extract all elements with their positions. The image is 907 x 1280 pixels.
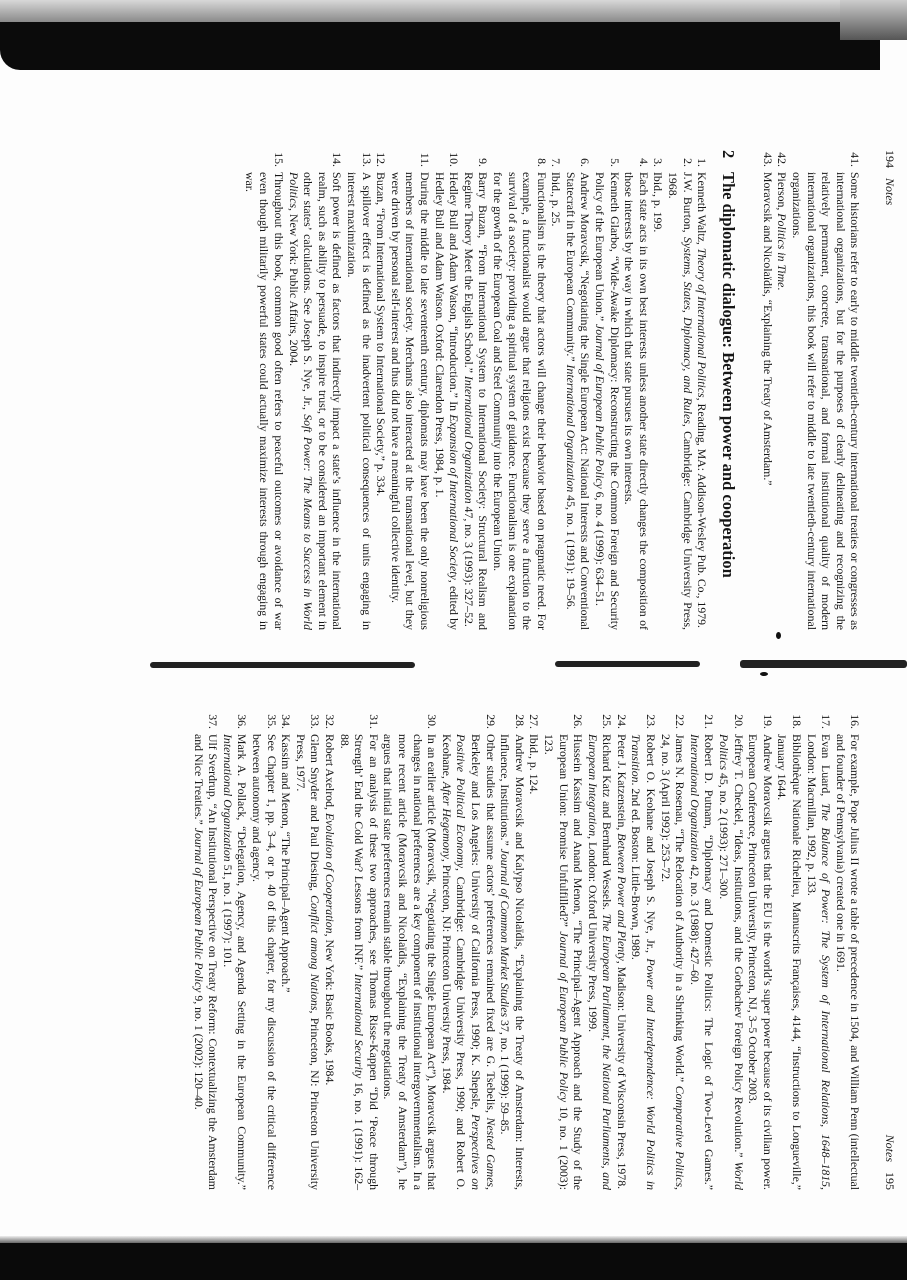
footnote <box>833 712 862 1190</box>
text-run: Andrew Moravcsik and Kalypso Nicolaïdis, “Explaining the Treaty of Amsterdam: Interests, Influence, Institutions.” <box>498 734 527 1190</box>
scan-edge-shadow <box>0 0 907 22</box>
footnote <box>549 150 564 630</box>
footnote-number: 23. <box>644 714 659 729</box>
footnote-text <box>549 172 564 630</box>
footnote <box>249 712 278 1190</box>
footnote-number: 36. <box>235 714 250 729</box>
footnote-text <box>614 734 629 1190</box>
header-label: Notes <box>883 178 897 206</box>
book-gutter-shadow <box>150 662 415 668</box>
text-run: Robert D. Putnam, “Diplomacy and Domestic Politics: The Logic of Two-Level Games.” <box>702 734 717 1190</box>
footnote <box>804 712 833 1190</box>
footnote <box>388 150 432 630</box>
text-run: During the middle to late seventeenth century, diplomats may have been the only nonreligious members of international society. Merchants also interacted at the transnational level, but they were driven by personal self-interest and thus did not have a meaningful collective identity. <box>388 172 432 630</box>
footnote-number: 21. <box>702 714 717 729</box>
footnote-text <box>490 172 548 630</box>
text-run: See Chapter 1, pp. 3–4, or p. 40 of this chapter, for my discussion of the critical difference between autonomy and agency. <box>250 734 279 1190</box>
footnote <box>563 150 592 630</box>
footnote-text <box>775 172 790 630</box>
footnote-text <box>432 172 461 630</box>
text-run: 6, no. 4 (1999): 634–51. <box>593 488 608 607</box>
footnote-text <box>191 734 220 1190</box>
footnote-text <box>374 172 389 630</box>
footnote-text <box>249 734 278 1190</box>
text-run: Barry Buzan, “From International System to International Society: Structural Realism and Regime Theory Meet the English School.” <box>461 172 491 630</box>
footnote <box>191 712 220 1190</box>
footnote <box>439 712 497 1190</box>
text-run: Andrew Moravcsik, “Negotiating the Single European Act: National Interests and Conventional Statecraft in the European Community.” <box>563 172 593 630</box>
text-run: , London: Oxford University Press, 1999. <box>585 836 600 1033</box>
footnote <box>279 712 294 1190</box>
italic-title: The European Parliament, the National Parliaments, and European Integration <box>585 734 615 1190</box>
scan-speck <box>760 672 768 676</box>
italic-title: International Organization <box>563 364 578 493</box>
text-run: Bibliothèque Nationale Richelieu, Manuscrits Françaises, 4144, “Instructions to Longueville,” January 1644. <box>775 734 805 1190</box>
italic-title: Soft Power: The Means to Success in World Politics <box>286 172 316 630</box>
text-run: Robert Axelrod, <box>323 734 338 813</box>
text-run: . 2nd ed. Boston: Little-Brown, 1989. <box>629 782 644 960</box>
text-run: Andrew Moravcsik argues that the EU is the world’s super power because of its civilian power. European Conference, Princeton University, Princeton, NJ, 3–5 October 2003. <box>746 734 775 1190</box>
footnote <box>498 712 527 1190</box>
text-run: In an earlier article (Moravcsik, “Negotiating the Single European Act”), Moravcsik argues that changes in national preferences are a key component of institutional intergovernmentalism. In a more recent article (Moravcsik and Nicolaïdis, “Explaining the Treaty of Amsterdam”), he argues that initial state preferences remain stable throughout the negotiations. <box>381 734 440 1190</box>
footnote-number: 7. <box>549 158 564 167</box>
footnote-text <box>242 172 286 630</box>
footnote-number: 41. <box>848 152 863 167</box>
footnote-text <box>585 734 614 1190</box>
footnote-text <box>439 734 497 1190</box>
text-run: 47, no. 3 (1993): 327–52. <box>461 503 476 627</box>
text-run: , New York: Basic Books, 1984. <box>323 933 338 1086</box>
text-run: Moravcsik and Nicolaïdis, “Explaining the Treaty of Amsterdam.” <box>760 172 775 486</box>
footnote-number: 4. <box>636 158 651 167</box>
footnote-text <box>337 734 381 1190</box>
footnote-number: 3. <box>651 158 666 167</box>
text-run: , London: Macmillan, 1992, p. 133. <box>804 734 834 1190</box>
footnote <box>322 712 337 1190</box>
text-run: James N. Rosenau, “The Relocation of Authority in a Shrinking World.” <box>673 734 688 1086</box>
text-run: 42, no. 3 (1988): 427–60. <box>687 861 702 985</box>
text-run: , Princeton, NJ: Princeton University Press, 1977. <box>293 734 323 1191</box>
footnote-text <box>651 172 666 630</box>
book-gutter-shadow <box>555 661 700 667</box>
footnote <box>242 150 286 630</box>
scan-black-border-top <box>0 22 880 70</box>
footnote-number: 1. <box>695 158 710 167</box>
footnote-number: 28. <box>512 714 527 729</box>
footnote-text <box>804 734 833 1190</box>
footnote-text <box>381 734 439 1190</box>
footnote <box>432 150 461 630</box>
chapter-number: 2 <box>719 150 739 159</box>
footnote <box>695 150 710 630</box>
page-number: 195 <box>883 1172 897 1190</box>
footnote-number: 25. <box>600 714 615 729</box>
italic-title: Journal of European Public Policy <box>556 931 571 1103</box>
footnote-text <box>629 734 658 1190</box>
text-run: , Madison: University of Wisconsin Press, 1978. <box>614 960 629 1190</box>
footnote-number: 16. <box>848 714 863 729</box>
footnote-number: 17. <box>819 714 834 729</box>
text-run: For example, Pope Julius II wrote a table of precedence in 1504, and William Penn (intellectual and founder of Pennsylvania) created one in 1691. <box>833 734 863 1190</box>
footnote-number: 33. <box>308 714 323 729</box>
footnote-number: 27. <box>527 714 542 729</box>
footnote-number: 24. <box>614 714 629 729</box>
text-run: Peter J. Katzenstein, <box>614 734 629 834</box>
notes-list-chapter-2 <box>242 150 709 630</box>
footnote-text <box>286 172 344 630</box>
footnote-number: 15. <box>272 152 287 167</box>
italic-title: Journal of European Public Policy <box>191 827 206 993</box>
footnote-text <box>775 734 804 1190</box>
text-run: Buzan, “From International System to International Society,” p. 334. <box>374 172 389 497</box>
text-run: Hedley Bull and Adam Watson, “Introduction.” In <box>447 172 462 415</box>
italic-title: Conflict among Nations <box>308 895 323 1011</box>
footnote-number: 2. <box>680 158 695 167</box>
footnote-number: 35. <box>264 714 279 729</box>
italic-title: International Security <box>352 973 367 1079</box>
italic-title: Theory of International Politics <box>695 247 710 398</box>
footnote-text <box>344 172 373 630</box>
footnote-number: 18. <box>790 714 805 729</box>
text-run: , New York: Public Affairs, 2004. <box>286 208 301 367</box>
text-run: Pierson, <box>775 172 790 214</box>
footnote <box>541 712 585 1190</box>
text-run: Functionalism is the theory that actors will change their behavior based on pragmatic need. For example, a functionalist would argue that religions exist because they serve a function to the survival of a society: providing a spiritual system of guidance. Functionalism is one explanation for the growth of the European Coal and Steel Community into the European Union. <box>490 172 549 630</box>
italic-title: World Politics <box>717 734 746 1190</box>
footnote-text <box>658 734 687 1190</box>
text-run: Jeffrey T. Checkel, “Ideas, Institutions, and the Gorbachev Foreign Policy Revolution.” <box>731 734 746 1162</box>
footnote-number: 43. <box>760 152 775 167</box>
footnote <box>293 712 322 1190</box>
footnote-text <box>622 172 651 630</box>
text-run: Kenneth Waltz, <box>695 172 710 248</box>
italic-title: International Organization <box>220 734 235 862</box>
footnote-text <box>789 172 862 630</box>
footnote-number: 32. <box>323 714 338 729</box>
italic-title: International Organization <box>687 734 702 862</box>
footnote <box>629 712 658 1190</box>
italic-title: Expansion of International Society <box>447 414 462 580</box>
footnote-text <box>760 172 775 630</box>
text-run: , Princeton, NJ: Princeton University Press, 1984. <box>439 858 454 1094</box>
footnote <box>789 150 862 630</box>
footnote-number: 11. <box>417 152 432 167</box>
italic-title: Journal of Common Market Studies <box>498 848 513 1018</box>
chapter-title: The diplomatic dialogue: Between power and cooperation <box>719 172 739 578</box>
running-header <box>882 150 897 630</box>
footnote-number: 20. <box>731 714 746 729</box>
text-run: . <box>775 287 790 291</box>
footnote <box>344 150 373 630</box>
text-run: , Cambridge: Cambridge University Press, 1990; and Robert O. Keohane, <box>439 734 469 1191</box>
footnote <box>775 150 790 630</box>
header-label: Notes <box>883 1134 897 1162</box>
footnote-text <box>322 734 337 1190</box>
text-run: Glenn Snyder and Paul Diesing, <box>308 734 323 896</box>
footnote-text <box>527 734 542 1190</box>
footnote <box>585 712 614 1190</box>
footnote-text <box>279 734 294 1190</box>
page-number: 194 <box>883 150 897 168</box>
chapter-heading <box>719 150 738 630</box>
footnote-text <box>388 172 432 630</box>
footnote-text <box>593 172 622 630</box>
footnote-text <box>293 734 322 1190</box>
text-run: Hussein Kassim and Anand Menon, “The Principal–Agent Approach and the Study of the European Union: Promise Unfulfilled?” <box>556 734 586 1190</box>
footnote <box>286 150 344 630</box>
footnote <box>746 712 775 1190</box>
footnote <box>622 150 651 630</box>
notes-list-chapter-1-end <box>760 150 862 630</box>
italic-title: Between Power and Plenty <box>614 833 629 961</box>
italic-title: Nested Games <box>483 1117 498 1188</box>
italic-title: Systems, States, Diplomacy, and Rules <box>680 236 695 424</box>
text-run: Ulf Sverdrup, “An Institutional Perspective on Treaty Reform: Contextualizing the Amsterdam and Nice Treaties.” <box>191 734 221 1190</box>
italic-title: The Balance of Power: The System of International Relations, 1648–1815 <box>819 802 834 1188</box>
text-run: , 24, no. 3 (April 1992): 253–72. <box>658 734 688 1190</box>
text-run: , Cambridge: Cambridge University Press, 1968. <box>666 172 695 630</box>
text-run: Ibid., p. 25. <box>549 172 564 227</box>
page-195 <box>77 712 897 1190</box>
footnote-number: 14. <box>330 152 345 167</box>
footnote <box>775 712 804 1190</box>
footnote-number: 26. <box>571 714 586 729</box>
footnote-number: 6. <box>578 158 593 167</box>
footnote-number: 42. <box>775 152 790 167</box>
footnote-number: 31. <box>366 714 381 729</box>
text-run: 10, no. 1 (2003): 123. <box>541 734 571 1191</box>
text-run: J.W. Burton, <box>680 172 695 237</box>
text-run: Richard Katz and Bernhard Wessels. <box>600 734 615 914</box>
page-194 <box>77 150 897 630</box>
text-run: For an analysis of these two approaches, see Thomas Risse-Kappen “Did ‘Peace through Strength’ End the Cold War? Lessons from INF.” <box>352 734 381 1190</box>
text-run: , edited by Hedley Bull and Adam Watson. Oxford: Clarendon Press, 1984, p. 1. <box>432 172 462 630</box>
italic-title: After Hegemony <box>439 781 454 859</box>
scan-black-border-bottom <box>0 1243 907 1280</box>
footnote-text <box>716 734 745 1190</box>
footnote <box>220 712 249 1190</box>
footnote-number: 29. <box>483 714 498 729</box>
italic-title: Journal of European Public Policy <box>593 324 608 489</box>
text-run: 16, no. 1 (1991): 162–88. <box>337 734 367 1190</box>
text-run: Each state acts in its own best interests unless another state directly changes the composition of those interests by the way in which that state pursues its own interests. <box>622 172 651 630</box>
text-run: Robert O. Keohane and Joseph S. Nye, Jr., <box>644 734 659 959</box>
footnote <box>665 150 694 630</box>
text-run: , Reading, MA: Addison-Wesley Pub. Co., 1979. <box>695 397 710 628</box>
footnote-text <box>541 734 585 1190</box>
text-run: 51, no. 1 (1997): 101. <box>220 861 235 968</box>
text-run: Ibid., p. 124. <box>527 734 542 795</box>
footnote-number: 8. <box>534 158 549 167</box>
footnote-number: 19. <box>760 714 775 729</box>
scan-corner-shadow <box>840 0 907 40</box>
footnote-number: 37. <box>206 714 221 729</box>
footnote <box>687 712 716 1190</box>
running-header <box>882 712 897 1190</box>
footnote <box>337 712 381 1190</box>
italic-title: Politics in Time <box>775 213 790 288</box>
text-run: 45, no. 2 (1993): 271–300. <box>717 770 732 900</box>
footnote-number: 13. <box>359 152 374 167</box>
text-run: Kenneth Glarbo, “Wide-Awake Diplomacy: Reconstructing the Common Foreign and Security Policy of the European Union.” <box>593 172 622 630</box>
footnote <box>527 712 542 1190</box>
footnote-text <box>498 734 527 1190</box>
footnote-number: 12. <box>374 152 389 167</box>
footnote-text <box>687 734 716 1190</box>
italic-title: International Organization <box>461 375 476 504</box>
notes-list-chapter-2-cont <box>191 712 862 1190</box>
text-run: , Berkeley and Los Angeles: University of California Press, 1990; K. Shepsle, <box>468 734 498 1190</box>
footnote <box>381 712 439 1190</box>
text-run: 45, no. 1 (1991): 19–56. <box>563 492 578 610</box>
text-run: Kassim and Menon, “The Principal–Agent Approach.” <box>279 734 294 993</box>
footnote-text <box>695 172 710 630</box>
footnote-text <box>746 734 775 1190</box>
footnote-number: 9. <box>476 158 491 167</box>
text-run: Throughout this book, common good often refers to peaceful outcomes or avoidance of war even though militarily powerful states could actually maximize interests through engaging in war. <box>242 172 287 630</box>
italic-title: Comparative Politics <box>673 1085 688 1188</box>
scan-speck <box>776 632 781 639</box>
footnote-number: 30. <box>425 714 440 729</box>
footnote-text <box>461 172 490 630</box>
text-run: 9, no. 1 (2002): 120–40. <box>191 992 206 1110</box>
footnote-number: 22. <box>673 714 688 729</box>
footnote <box>593 150 622 630</box>
footnote-text <box>665 172 694 630</box>
footnote-text <box>563 172 592 630</box>
text-run: Evan Luard, <box>819 734 834 803</box>
footnote-number: 10. <box>447 152 462 167</box>
footnote-number: 34. <box>279 714 294 729</box>
footnote-text <box>833 734 862 1190</box>
footnote <box>658 712 687 1190</box>
footnote <box>716 712 745 1190</box>
footnote <box>461 150 490 630</box>
italic-title: Perspectives on Positive Political Economy <box>454 734 483 1191</box>
footnote-number: 5. <box>607 158 622 167</box>
footnote <box>651 150 666 630</box>
footnote <box>490 150 548 630</box>
text-run: Mark A. Pollack, “Delegation, Agency, and Agenda Setting in the European Community.” <box>235 734 250 1190</box>
text-run: 37, no. 1 (1999): 59–85. <box>498 1017 513 1135</box>
text-run: Ibid., p. 199. <box>651 172 666 233</box>
footnote <box>760 150 775 630</box>
italic-title: Power and Interdependence: World Politics in Transition <box>629 734 659 1190</box>
text-run: Soft power is defined as factors that indirectly impact a state’s influence in the international realm, such as ability to persuade, to inspire trust, or to be considered an important element in other states’ calculations. See Joseph S. Nye, Jr., <box>301 172 345 630</box>
text-run: Other studies that assume actors’ preferences remained fixed are G. Tsebelis, <box>483 734 498 1118</box>
text-run: A spillover effect is defined as the inadvertent political consequences of units engaging in interest maximization. <box>345 172 374 630</box>
footnote <box>614 712 629 1190</box>
footnote-text <box>220 734 249 1190</box>
text-run: Some historians refer to early to middle twentieth-century international treaties or congresses as international organizations, but for the purposes of clearly delineating and recognizing the relatively permanent, concrete, transnational, and formal institutional quality of modern international organizations, this book will refer to middle to late twentieth-century international organizations. <box>790 172 863 630</box>
italic-title: Evolution of Cooperation <box>323 812 338 934</box>
footnote <box>374 150 389 630</box>
book-gutter-shadow <box>740 660 907 668</box>
